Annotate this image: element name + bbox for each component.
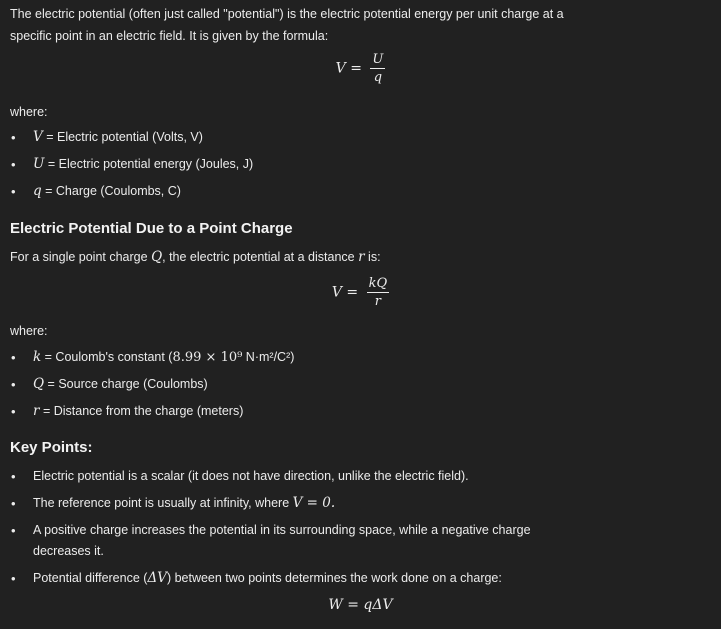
formula-work: W = qΔV — [328, 597, 393, 613]
fraction-numerator: kQ — [368, 276, 388, 291]
math-symbol: k — [33, 349, 42, 365]
list-item — [0, 568, 531, 595]
section-heading-key-points: Key Points: — [10, 439, 93, 456]
fraction-denominator: q — [373, 70, 383, 85]
list-item — [0, 493, 531, 520]
math-symbol: Q — [151, 249, 163, 265]
point-charge-sentence — [10, 246, 381, 268]
math-symbol: r — [358, 249, 365, 265]
definitions-list-1 — [0, 124, 253, 205]
math-expression: V = 0. — [292, 495, 336, 511]
list-item — [0, 398, 294, 425]
intro-line-1: The electric potential (often just called "potential") is the electric potential energy per unit charge at a — [10, 7, 564, 21]
definition-text: = Electric potential (Volts, V) — [42, 130, 203, 144]
fraction-numerator: U — [372, 52, 384, 67]
list-item — [0, 124, 253, 151]
math-symbol: q — [33, 183, 42, 199]
list-item — [0, 371, 294, 398]
list-item — [0, 520, 531, 568]
key-point-text: decreases it. — [33, 544, 104, 558]
definition-text: N·m²/C²) — [242, 350, 295, 364]
formula-equals: = — [346, 284, 359, 301]
sentence-text: , the electric potential at a distance — [162, 250, 359, 264]
definition-text: = Charge (Coulombs, C) — [41, 184, 181, 198]
where-label-1: where: — [10, 105, 48, 119]
formula-equals: = — [350, 60, 362, 77]
intro-paragraph — [10, 3, 700, 47]
list-item — [0, 466, 531, 493]
list-item — [0, 178, 253, 205]
sentence-text: For a single point charge — [10, 250, 152, 264]
definitions-list-2 — [0, 344, 294, 425]
math-expression: 8.99 × 10⁹ — [172, 350, 243, 365]
list-item — [0, 151, 253, 178]
formula-potential-definition — [0, 52, 721, 85]
section-heading-point-charge: Electric Potential Due to a Point Charge — [10, 220, 293, 237]
list-item — [0, 344, 294, 371]
where-label-2: where: — [10, 324, 48, 338]
math-symbol: U — [33, 156, 45, 172]
definition-text: = Distance from the charge (meters) — [39, 404, 244, 418]
key-point-text: Electric potential is a scalar (it does not have direction, unlike the electric field). — [33, 469, 469, 483]
formula-point-charge — [0, 276, 721, 309]
intro-line-2: specific point in an electric field. It is given by the formula: — [10, 29, 329, 43]
key-point-text: ) between two points determines the work done on a charge: — [166, 571, 502, 585]
key-point-text: Potential difference ( — [33, 571, 148, 585]
math-symbol: V — [33, 129, 43, 145]
sentence-text: is: — [364, 250, 381, 264]
fraction — [367, 276, 390, 309]
fraction-denominator: r — [374, 294, 381, 309]
formula-lhs: V — [335, 60, 346, 77]
fraction — [370, 52, 385, 85]
key-point-text: The reference point is usually at infinity, where — [33, 496, 293, 510]
key-points-list — [0, 466, 531, 595]
math-expression: ΔV — [147, 570, 167, 586]
math-symbol: Q — [33, 376, 45, 392]
formula-lhs: V — [331, 284, 342, 301]
definition-text: = Electric potential energy (Joules, J) — [44, 157, 254, 171]
key-point-text: A positive charge increases the potential in its surrounding space, while a negative charge — [33, 523, 531, 537]
definition-text: = Source charge (Coulombs) — [44, 377, 208, 391]
definition-text: = Coulomb's constant ( — [41, 350, 173, 364]
math-symbol: r — [33, 403, 40, 419]
